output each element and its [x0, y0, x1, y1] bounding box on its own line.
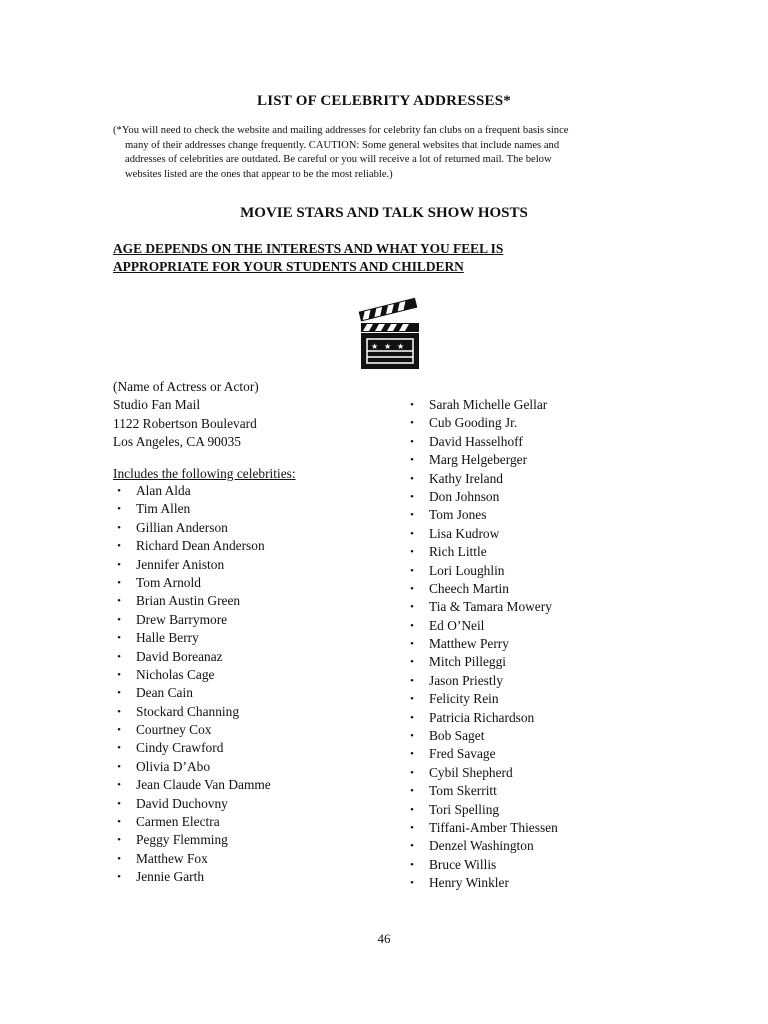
list-item [406, 506, 558, 524]
celebrity-name: Tia & Tamara Mowery [429, 599, 552, 615]
svg-text:★: ★ [384, 342, 392, 351]
celebrity-name: Tom Jones [429, 507, 487, 523]
list-item [113, 482, 271, 500]
fan-mail-address [113, 378, 259, 452]
list-item [406, 782, 558, 800]
celebrity-name: Nicholas Cage [136, 666, 215, 682]
caution-line: many of their addresses change frequently. CAUTION: Some general websites that include names and [125, 139, 560, 151]
celebrity-name: Stockard Channing [136, 703, 240, 719]
bullet-icon: • [117, 816, 121, 829]
address-line: 1122 Robertson Boulevard [113, 415, 257, 431]
celebrity-name: Tom Arnold [136, 574, 201, 590]
caution-line: websites listed are the ones that appear to be the most reliable.) [125, 168, 393, 180]
celebrity-name: Lisa Kudrow [429, 525, 500, 541]
list-item [113, 758, 271, 776]
list-item [113, 556, 271, 574]
list-item [406, 653, 558, 671]
bullet-icon: • [117, 705, 121, 718]
list-item [406, 801, 558, 819]
list-item [406, 451, 558, 469]
celebrity-name: Tim Allen [136, 501, 191, 517]
list-item [406, 690, 558, 708]
list-item [113, 831, 271, 849]
bullet-icon: • [117, 485, 121, 497]
includes-colon: : [291, 466, 296, 481]
bullet-icon: • [410, 582, 414, 595]
bullet-icon: • [117, 724, 121, 737]
bullet-icon: • [117, 779, 121, 792]
bullet-icon: • [410, 785, 414, 798]
list-item [406, 635, 558, 653]
bullet-icon: • [117, 595, 121, 608]
celebrity-name: Peggy Flemming [136, 832, 228, 848]
celebrity-name: Rich Little [429, 544, 487, 560]
bullet-icon: • [117, 871, 121, 884]
movie-clapperboard-icon [357, 297, 421, 371]
list-item [113, 629, 271, 647]
section-title: MOVIE STARS AND TALK SHOW HOSTS [240, 205, 528, 221]
bullet-icon: • [117, 613, 121, 626]
bullet-icon: • [117, 760, 121, 773]
bullet-icon: • [410, 821, 414, 834]
bullet-icon: • [117, 503, 121, 516]
list-item [113, 721, 271, 739]
list-item [406, 580, 558, 598]
bullet-icon: • [410, 730, 414, 743]
bullet-icon: • [410, 509, 414, 522]
bullet-icon: • [410, 546, 414, 559]
list-item [113, 500, 271, 518]
includes-label [113, 465, 296, 483]
celebrity-list-right [406, 396, 558, 893]
list-item [406, 672, 558, 690]
celebrity-name: Patricia Richardson [429, 709, 535, 725]
celebrity-name: Cub Gooding Jr. [429, 415, 518, 431]
celebrity-name: Bob Saget [429, 728, 485, 744]
bullet-icon: • [410, 454, 414, 467]
list-item [406, 856, 558, 874]
includes-label-text: Includes the following celebrities [113, 466, 292, 481]
celebrity-name: Don Johnson [429, 488, 500, 504]
list-item [113, 813, 271, 831]
celebrity-name: Henry Winkler [429, 875, 509, 891]
celebrity-name: Marg Helgeberger [429, 452, 528, 468]
bullet-icon: • [410, 748, 414, 761]
bullet-icon: • [117, 540, 121, 553]
bullet-icon: • [410, 527, 414, 540]
bullet-icon: • [117, 834, 121, 847]
celebrity-name: Courtney Cox [136, 722, 212, 738]
celebrity-name: Cybil Shepherd [429, 764, 513, 780]
celebrity-name: Mitch Pilleggi [429, 654, 506, 670]
bullet-icon: • [410, 656, 414, 669]
list-item [406, 819, 558, 837]
celebrity-name: Gillian Anderson [136, 519, 228, 535]
celebrity-name: David Boreanaz [136, 648, 223, 664]
address-line: Los Angeles, CA 90035 [113, 434, 241, 450]
bullet-icon: • [410, 693, 414, 706]
bullet-icon: • [410, 417, 414, 430]
caution-line: addresses of celebrities are outdated. Be careful or you will receive a lot of returned mail. The below [125, 154, 552, 166]
bullet-icon: • [410, 601, 414, 614]
caution-note [113, 124, 665, 182]
celebrity-list-left [113, 482, 271, 887]
list-item [406, 617, 558, 635]
celebrity-name: Bruce Willis [429, 856, 497, 872]
age-note-line: AGE DEPENDS ON THE INTERESTS AND WHAT YOU FEEL IS [113, 241, 504, 256]
address-line: Studio Fan Mail [113, 397, 201, 413]
list-item [406, 874, 558, 892]
bullet-icon: • [117, 650, 121, 663]
svg-text:★: ★ [397, 342, 405, 351]
list-item [406, 837, 558, 855]
celebrity-name: Denzel Washington [429, 838, 534, 854]
bullet-icon: • [410, 674, 414, 687]
bullet-icon: • [410, 564, 414, 577]
celebrity-name: Tori Spelling [429, 801, 500, 817]
list-item [113, 776, 271, 794]
celebrity-name: Richard Dean Anderson [136, 538, 265, 554]
bullet-icon: • [410, 766, 414, 779]
list-item [113, 684, 271, 702]
age-note-line: APPROPRIATE FOR YOUR STUDENTS AND CHILDERN [113, 259, 464, 274]
list-item [406, 470, 558, 488]
svg-text:★: ★ [371, 342, 379, 351]
bullet-icon: • [117, 632, 121, 645]
list-item [406, 598, 558, 616]
list-item [406, 414, 558, 432]
celebrity-name: Jennie Garth [136, 869, 205, 885]
celebrity-name: Halle Berry [136, 630, 199, 646]
list-item [406, 764, 558, 782]
celebrity-name: Alan Alda [136, 483, 191, 498]
list-item [113, 868, 271, 886]
bullet-icon: • [117, 852, 121, 865]
celebrity-name: Jennifer Aniston [136, 556, 225, 572]
bullet-icon: • [117, 576, 121, 589]
list-item [406, 727, 558, 745]
bullet-icon: • [117, 797, 121, 810]
celebrity-name: Jean Claude Van Damme [136, 777, 271, 793]
bullet-icon: • [410, 803, 414, 816]
bullet-icon: • [410, 435, 414, 448]
celebrity-name: Cheech Martin [429, 580, 509, 596]
list-item [113, 519, 271, 537]
celebrity-name: Matthew Perry [429, 636, 509, 652]
celebrity-name: Carmen Electra [136, 814, 220, 830]
page-title: LIST OF CELEBRITY ADDRESSES* [257, 93, 511, 109]
bullet-icon: • [410, 840, 414, 853]
celebrity-name: Drew Barrymore [136, 611, 228, 627]
bullet-icon: • [410, 399, 414, 411]
bullet-icon: • [410, 490, 414, 503]
celebrity-name: Matthew Fox [136, 850, 208, 866]
celebrity-name: Dean Cain [136, 685, 193, 701]
celebrity-name: Ed O’Neil [429, 617, 485, 633]
bullet-icon: • [410, 877, 414, 890]
celebrity-name: Tiffani-Amber Thiessen [429, 819, 558, 835]
caution-line: (*You will need to check the website and mailing addresses for celebrity fan clubs on a frequent basis since [113, 125, 569, 136]
celebrity-name: David Duchovny [136, 795, 228, 811]
list-item [113, 739, 271, 757]
list-item [113, 648, 271, 666]
celebrity-name: Fred Savage [429, 746, 496, 762]
list-item [406, 488, 558, 506]
list-item [113, 537, 271, 555]
page-number: 46 [377, 931, 391, 946]
celebrity-name: Cindy Crawford [136, 740, 224, 756]
celebrity-name: Kathy Ireland [429, 470, 503, 486]
bullet-icon: • [410, 858, 414, 871]
list-item [406, 525, 558, 543]
list-item [406, 543, 558, 561]
list-item [113, 795, 271, 813]
list-item [113, 703, 271, 721]
age-note [113, 240, 633, 276]
celebrity-name: Brian Austin Green [136, 593, 241, 609]
bullet-icon: • [117, 687, 121, 700]
list-item [113, 666, 271, 684]
list-item [113, 850, 271, 868]
address-line: (Name of Actress or Actor) [113, 379, 259, 394]
bullet-icon: • [410, 711, 414, 724]
bullet-icon: • [117, 668, 121, 681]
list-item [406, 745, 558, 763]
celebrity-name: Tom Skerritt [429, 783, 497, 799]
list-item [406, 709, 558, 727]
list-item [113, 611, 271, 629]
list-item [406, 562, 558, 580]
celebrity-name: Olivia D’Abo [136, 758, 211, 774]
bullet-icon: • [117, 742, 121, 755]
list-item [406, 433, 558, 451]
bullet-icon: • [410, 472, 414, 485]
celebrity-name: Jason Priestly [429, 672, 504, 688]
list-item [113, 592, 271, 610]
bullet-icon: • [410, 619, 414, 632]
celebrity-name: David Hasselhoff [429, 433, 523, 449]
bullet-icon: • [410, 638, 414, 651]
celebrity-name: Lori Loughlin [429, 562, 505, 578]
celebrity-name: Felicity Rein [429, 691, 499, 707]
celebrity-name: Sarah Michelle Gellar [429, 397, 548, 412]
list-item [113, 574, 271, 592]
list-item [406, 396, 558, 414]
bullet-icon: • [117, 558, 121, 571]
bullet-icon: • [117, 521, 121, 534]
